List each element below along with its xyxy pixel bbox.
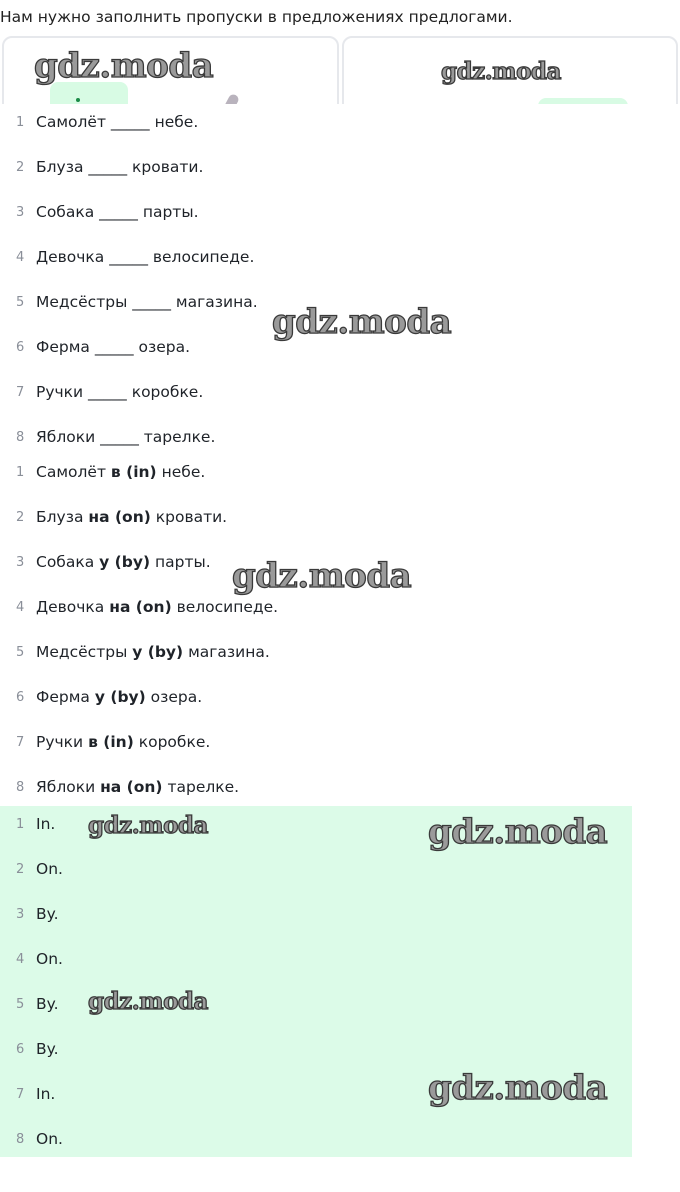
item-number: 6: [16, 340, 25, 355]
sentence-start: Ферма: [36, 688, 90, 706]
green-shape: [50, 82, 128, 104]
picture-cards: [0, 36, 680, 104]
item-number: 4: [16, 250, 25, 265]
item-number: 7: [16, 1087, 25, 1102]
item-text: Самолёт _____ небе.: [36, 113, 199, 131]
picture-card-right: [342, 36, 678, 104]
item-number: 4: [16, 952, 25, 967]
item-number: 1: [16, 465, 25, 480]
preposition: на (on): [88, 508, 151, 526]
answer-text: On.: [36, 950, 63, 968]
answer-text: In.: [36, 815, 56, 833]
green-shape: [538, 98, 628, 104]
item-text: Блуза _____ кровати.: [36, 158, 204, 176]
item-text: [36, 690, 202, 706]
item-text: Медсёстры _____ магазина.: [36, 293, 258, 311]
picture-card-left: [2, 36, 339, 104]
sentence-start: Медсёстры: [36, 643, 128, 661]
sentence-start: Самолёт: [36, 463, 106, 481]
answer-text: In.: [36, 1085, 56, 1103]
item-number: 6: [16, 690, 25, 705]
item-number: 6: [16, 1042, 25, 1057]
sentence-end: небе.: [161, 463, 206, 481]
item-text: Собака _____ парты.: [36, 203, 199, 221]
item-text: [36, 555, 211, 571]
item-number: 8: [16, 780, 25, 795]
watermark: gdz.moda: [34, 46, 214, 86]
sentence-end: озера.: [150, 688, 203, 706]
item-text: [36, 780, 239, 796]
preposition: у (by): [94, 688, 146, 706]
item-number: 2: [16, 160, 25, 175]
intro-text: Нам нужно заполнить пропуски в предложениях предлогами.: [0, 8, 513, 26]
answer-text: On.: [36, 1130, 63, 1148]
preposition: в (in): [88, 733, 134, 751]
item-number: 2: [16, 510, 25, 525]
item-text: [36, 465, 205, 481]
sentence-end: магазина.: [188, 643, 270, 661]
item-text: Девочка _____ велосипеде.: [36, 248, 255, 266]
preposition: на (on): [100, 778, 163, 796]
sentence-start: Яблоки: [36, 778, 96, 796]
watermark: gdz.moda: [272, 302, 452, 342]
sentence-start: Девочка: [36, 598, 105, 616]
item-text: Ферма _____ озера.: [36, 338, 191, 356]
item-number: 1: [16, 115, 25, 130]
sentence-start: Ручки: [36, 733, 84, 751]
item-number: 7: [16, 735, 25, 750]
sentence-end: велосипеде.: [176, 598, 279, 616]
item-number: 2: [16, 862, 25, 877]
sentence-start: Блуза: [36, 508, 84, 526]
sentence-end: кровати.: [155, 508, 228, 526]
sentence-end: коробке.: [138, 733, 211, 751]
answers-panel: [0, 806, 632, 1157]
item-number: 1: [16, 817, 25, 832]
watermark: gdz.moda: [428, 1068, 608, 1108]
item-number: 5: [16, 645, 25, 660]
preposition: в (in): [110, 463, 157, 481]
preposition: на (on): [109, 598, 172, 616]
sentence-end: тарелке.: [167, 778, 240, 796]
answer-text: On.: [36, 860, 63, 878]
green-dot: [76, 98, 80, 102]
watermark: gdz.moda: [232, 556, 412, 596]
grey-shape: [222, 93, 240, 104]
item-text: [36, 510, 227, 526]
watermark: gdz.moda: [428, 812, 608, 852]
answer-text: By.: [36, 995, 59, 1013]
preposition: у (by): [99, 553, 151, 571]
sentence-end: парты.: [154, 553, 211, 571]
sentence-start: Собака: [36, 553, 95, 571]
item-number: 7: [16, 385, 25, 400]
answer-text: By.: [36, 1040, 59, 1058]
item-text: [36, 735, 210, 751]
item-text: [36, 645, 270, 661]
watermark: gdz.moda: [441, 58, 561, 85]
answer-text: By.: [36, 905, 59, 923]
item-number: 5: [16, 997, 25, 1012]
item-number: 8: [16, 430, 25, 445]
watermark: gdz.moda: [88, 988, 208, 1015]
item-text: [36, 600, 278, 616]
preposition: у (by): [132, 643, 184, 661]
item-number: 3: [16, 555, 25, 570]
item-number: 5: [16, 295, 25, 310]
item-number: 8: [16, 1132, 25, 1147]
item-number: 3: [16, 205, 25, 220]
item-number: 3: [16, 907, 25, 922]
watermark: gdz.moda: [88, 812, 208, 839]
item-number: 4: [16, 600, 25, 615]
item-text: Яблоки _____ тарелке.: [36, 428, 216, 446]
item-text: Ручки _____ коробке.: [36, 383, 204, 401]
